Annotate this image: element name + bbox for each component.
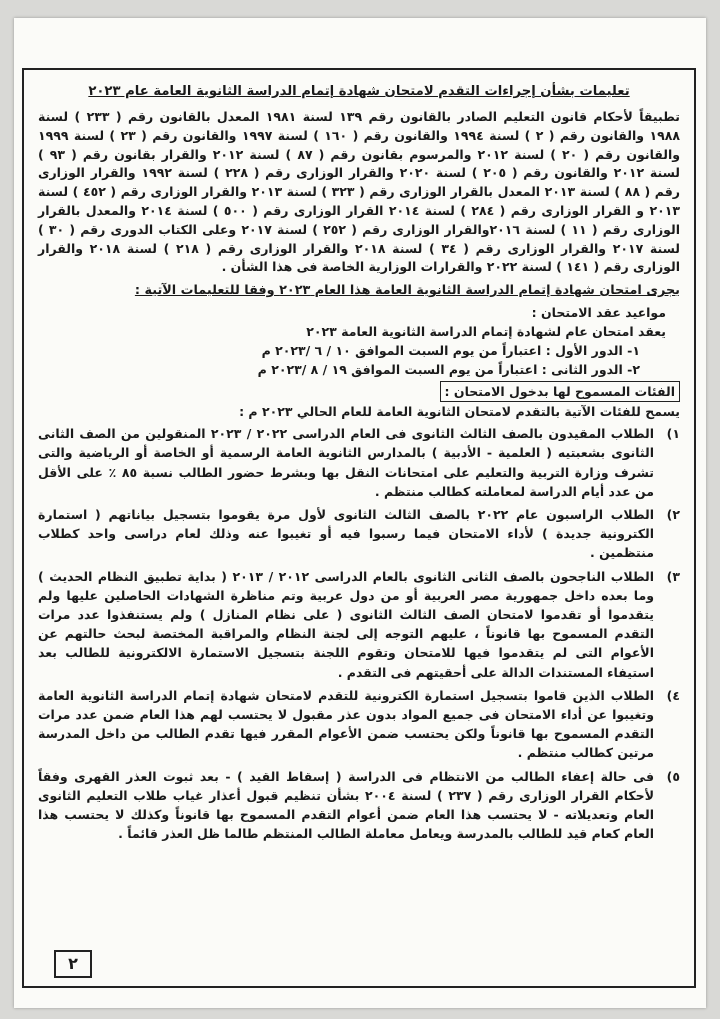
bordered-content-frame [22, 68, 696, 988]
category-item-text: الطلاب الراسبون عام ٢٠٢٢ بالصف الثالث الثانوى لأول مرة يقوموا بتسجيل بياناتهم ( استمارة الكترونية جديدة ) لأداء الامتحان فيما رسبوا فيه أو تغيبوا عنه وذلك لعام دراسى واحد كطلاب منتظمين . [38, 506, 654, 561]
category-item-number: ٢) [666, 506, 680, 522]
category-item-text: فى حالة إعفاء الطالب من الانتظام فى الدراسة ( إسقاط القيد ) - بعد ثبوت العذر القهرى وفقاً لأحكام القرار الوزارى رقم ( ٢٣٧ ) لسنة ٢٠٠٤ بشأن تنظيم قبول أعذار غياب طلاب التعليم الثانوى العام وتعديلاته - لا يحتسب هذا العام ضمن أعوام التقدم المسموح بها قانوناً وكذلك لا يحتسب هذا العام كعام قيد للطالب بالمدرسة ويعامل معاملة الطالب المنتظم طالما ظل العذر قائماً . [38, 768, 655, 842]
first-round-line [38, 341, 680, 360]
second-round-date: : اعتباراً من يوم السبت الموافق ١٩ / ٨ /٢٠٢٣ م [257, 362, 547, 378]
legal-basis-paragraph: تطبيقاً لأحكام قانون التعليم الصادر بالقانون رقم ١٣٩ لسنة ١٩٨١ المعدل بالقانون رقم ( ٢٣٣ ) لسنة ١٩٨٨ والقانون رقم ( ٢ ) لسنة ١٩٩٤ والقانون رقم ( ١٦٠ ) لسنة ١٩٩٧ والقانون رقم ( ٢٣ ) لسنة ١٩٩٩ والقانون رقم ( ٢٠ ) لسنة ٢٠١٢ والمرسوم بقانون رقم ( ٨٧ ) لسنة ٢٠١٢ والقرار بقانون رقم ( ٩٣ ) لسنة ٢٠١٢ والقانون رقم ( ٢٠٥ ) لسنة ٢٠٢٠ والقرار الوزارى رقم ( ٢٢٨ ) لسنة ١٩٩٢ والقرار الوزارى رقم ( ٨٨ ) لسنة ٢٠١٣ المعدل بالقرار الوزارى رقم ( ٣٢٣ ) لسنة ٢٠١٣ والقرار الوزارى رقم ( ٤٥٢ ) لسنة ٢٠١٣ و القرار الوزارى رقم ( ٢٨٤ ) لسنة ٢٠١٤ القرار الوزارى رقم ( ٥٠٠ ) لسنة ٢٠١٤ والمعدل بالقرار الوزارى رقم ( ١١ ) لسنة ٢٠١٦والقرار الوزارى رقم ( ٢٥٢ ) لسنة ٢٠١٧ وعلى الكتاب الدورى رقم ( ٣٠ ) لسنة ٢٠١٧ والقرار الوزارى رقم ( ٣٤ ) لسنة ٢٠١٨ والقرار الوزارى رقم ( ٢١٨ ) لسنة ٢٠١٨ والقرار الوزارى رقم ( ١٤١ ) لسنة ٢٠٢٢ والقرارات الوزارية الخاصة فى هذا الشأن . [38, 109, 681, 275]
first-round-name: الدور الأول [555, 343, 623, 359]
category-item-text: الطلاب المقيدون بالصف الثالث الثانوى فى العام الدراسى ٢٠٢٢ / ٢٠٢٣ المنقولين من الصف الثانى الثانوى بشعبتيه ( العلمية - الأدبية ) بالمدارس الثانوية العامة الرسمية أو الخاصة أو الرياضية والتى تشرف وزارة التربية والتعليم على امتحانات النقل بها وبشرط حضور الطالب نسبة ٨٥ ٪ على الأقل من عدد أيام الدراسة لمعاملته كطالب منتظم . [38, 426, 654, 499]
first-round-number: ١- [627, 343, 640, 359]
page-number-box: ٢ [54, 950, 92, 978]
allowed-categories-intro: يسمح للفئات الآتية بالتقدم لامتحان الثانوية العامة للعام الحالي ٢٠٢٣ م : [239, 404, 680, 420]
second-round-line [38, 360, 680, 379]
document-page [14, 18, 706, 1008]
category-item-number: ٣) [666, 568, 680, 584]
category-item-number: ٤) [666, 687, 680, 703]
first-round-date: : اعتباراً من يوم السبت الموافق ١٠ / ٦ /٢٠٢٣ م [261, 343, 551, 359]
second-round-number: ٢- [627, 362, 640, 378]
exam-dates-label: مواعيد عقد الامتحان : [531, 305, 666, 321]
category-item-number: ٥) [666, 768, 680, 784]
category-item-1 [38, 424, 680, 501]
category-item-3 [38, 567, 680, 682]
category-item-number: ١) [666, 426, 680, 442]
category-item-5 [38, 767, 680, 844]
category-item-text: الطلاب الناجحون بالصف الثانى الثانوى بالعام الدراسى ٢٠١٢ / ٢٠١٣ ( بداية تطبيق النظام الحديث ) وما بعده داخل جمهورية مصر العربية أو من دول عربية وتم مناظرة الشهادات الحاصلين عليها ولم يتقدموا أو تقدموا لامتحان الصف الثالث الثانوى ( على نظام المنازل ) ولم يستنفذوا عدد مرات التقدم المسموح بها قانوناً ، عليهم التوجه إلى لجنة النظام والمراقبة المختصة لبحث حالتهم عن الأعوام التى لم يتقدموا فيها للامتحان وتقوم اللجنة بتسجيل الاستمارة الالكترونية للطالب بعد استيفاء المستندات الدالة على أحقيتهم فى التقدم . [38, 568, 654, 680]
allowed-categories-label-box: الفئات المسموح لها بدخول الامتحان : [440, 381, 680, 402]
second-round-name: الدور الثانى [551, 362, 623, 378]
allowed-categories-label [38, 381, 680, 402]
exam-heading: يجرى امتحان شهادة إتمام الدراسة الثانوية العامة هذا العام ٢٠٢٣ وفقا للتعليمات الآتية : [134, 283, 680, 299]
document-title: تعليمات بشأن إجراءات التقدم لامتحان شهادة إتمام الدراسة الثانوية العامة عام ٢٠٢٣ [88, 84, 630, 99]
category-item-text: الطلاب الذين قاموا بتسجيل استمارة الكترونية للتقدم لامتحان شهادة إتمام الدراسة الثانوية العامة وتغيبوا عن أداء الامتحان فى جميع المواد بدون عذر مقبول لا يحتسب لهم هذا العام ضمن عدد مرات التقدم المسموح بها قانوناً ولكن يحتسب ضمن الأعوام المقرر فيها تقدم الطالب من داخل المدرسة مرتين كطالب منتظم . [38, 687, 654, 761]
category-item-2 [38, 505, 680, 563]
exam-dates-intro: يعقد امتحان عام لشهادة إتمام الدراسة الثانوية العامة ٢٠٢٣ [306, 324, 666, 340]
category-item-4 [38, 686, 680, 763]
